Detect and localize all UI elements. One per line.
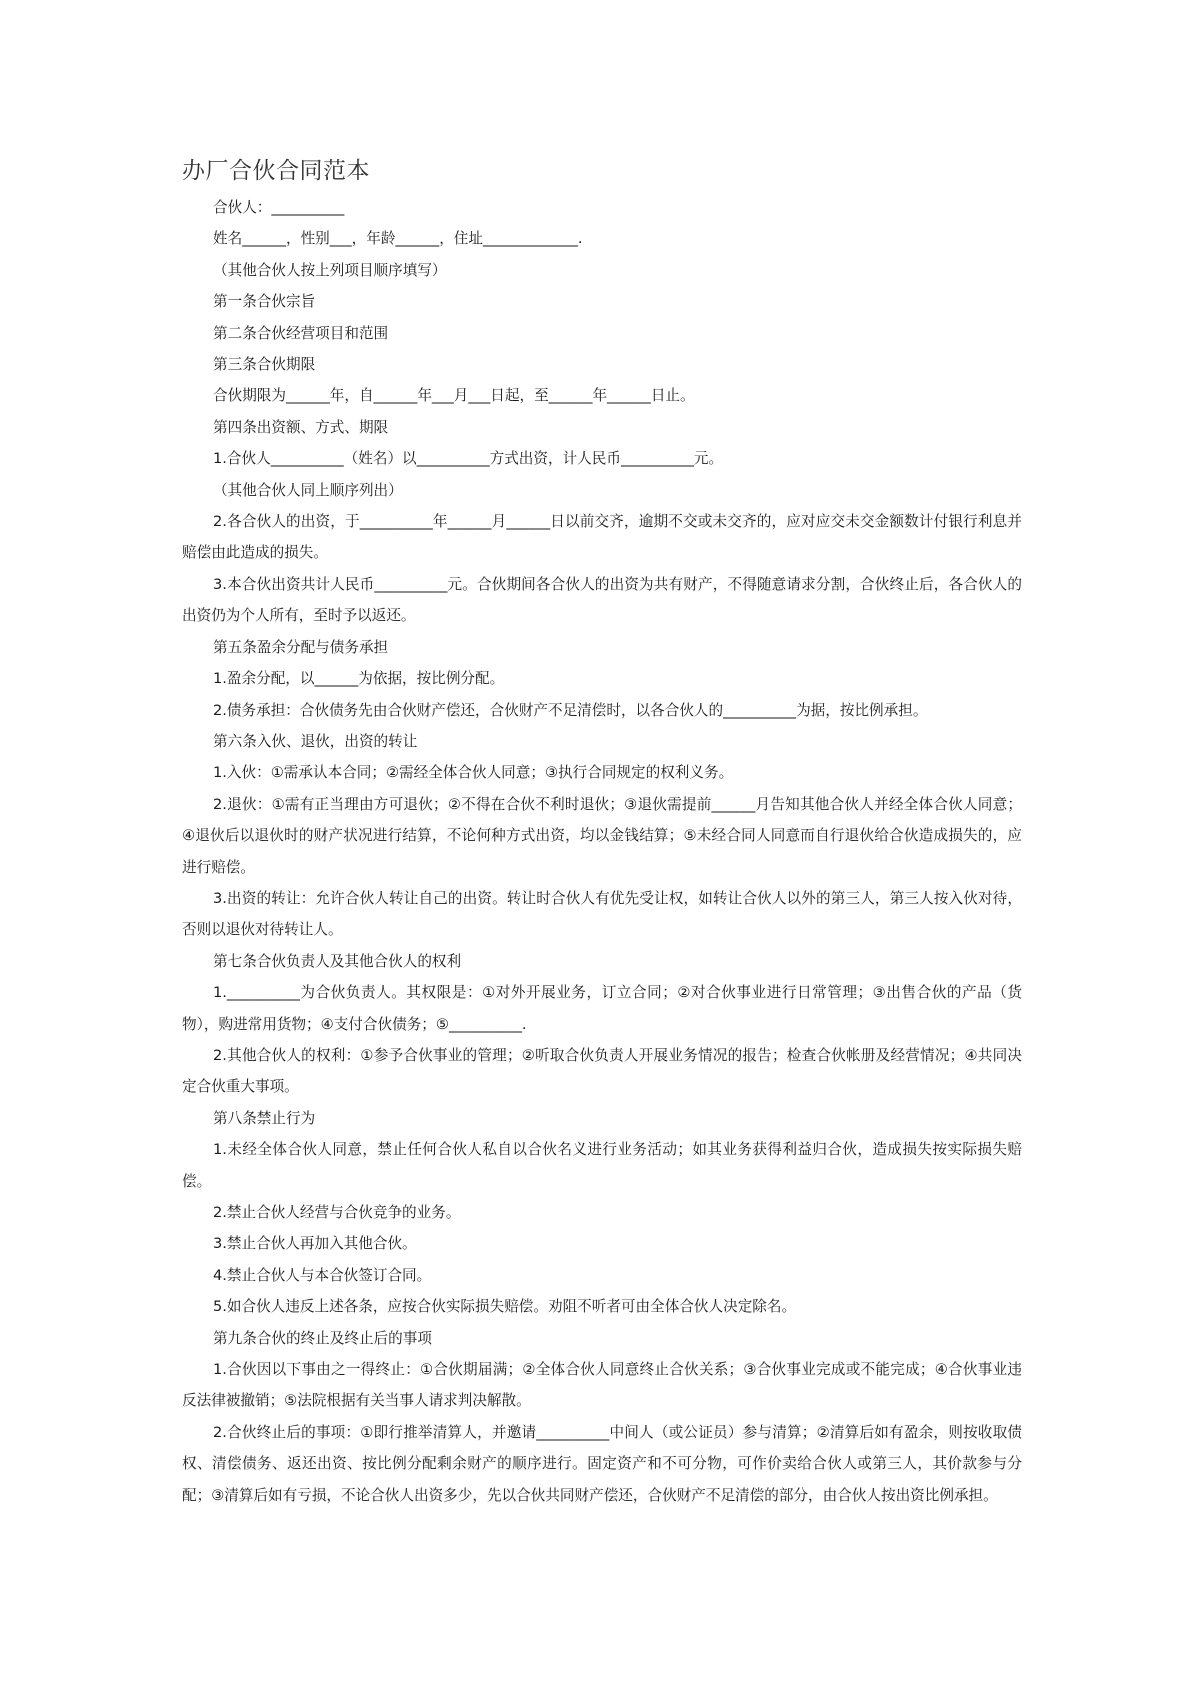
prohibition-clause-3: 3.禁止合伙人再加入其他合伙。: [213, 1235, 417, 1253]
page-title: 办厂合伙合同范本: [182, 158, 370, 184]
partner-info-line: 姓名______，性别___，年龄______，住址_____________.: [213, 230, 583, 248]
contribution-clause-3: 3.本合伙出资共计人民币__________元。合伙期间各合伙人的出资为共有财产，不得随意请求分割，合伙终止后，各合伙人的出资仍为个人所有，至时予以返还。: [182, 575, 1022, 625]
prohibition-clause-2: 2.禁止合伙人经营与合伙竞争的业务。: [213, 1204, 461, 1221]
admission-clause-1: 1.入伙：①需承认本合同；②需经全体合伙人同意；③执行合同规定的权利义务。: [213, 764, 734, 782]
manager-clause-1: 1.__________为合伙负责人。其权限是：①对外开展业务，订立合同；②对合伙事业进行日常管理；③出售合伙的产品（货物），购进常用货物；④支付合伙债务；⑤__________.: [182, 984, 1022, 1033]
article-9-heading: 第九条合伙的终止及终止后的事项: [213, 1329, 432, 1347]
contribution-clause-1: 1.合伙人__________（姓名）以__________方式出资，计人民币__________元。: [213, 450, 724, 468]
article-3-heading: 第三条合伙期限: [213, 356, 316, 374]
debt-clause-2: 2.债务承担：合伙债务先由合伙财产偿还，合伙财产不足清偿时，以各合伙人的__________为据，按比例承担。: [213, 701, 928, 719]
prohibition-clause-4: 4.禁止合伙人与本合伙签订合同。: [213, 1266, 432, 1284]
withdrawal-clause-2: 2.退伙：①需有正当理由方可退伙；②不得在合伙不利时退伙；③退伙需提前______月告知其他合伙人并经全体合伙人同意；④退伙后以退伙时的财产状况进行结算，不论何种方式出资，均以金钱结算；⑤未经合同人同意而自行退伙给合伙造成损失的，应进行赔偿。: [182, 795, 1022, 876]
termination-clause-2: 2.合伙终止后的事项：①即行推举清算人，并邀请__________中间人（或公证员）参与清算；②清算后如有盈余，则按收取债权、清偿债务、返还出资、按比例分配剩余财产的顺序进行。固定资产和不可分物，可作价卖给合伙人或第三人，其价款参与分配；③清算后如有亏损，不论合伙人出资多少，先以合伙共同财产偿还，合伙财产不足清偿的部分，由合伙人按出资比例承担。: [182, 1423, 1022, 1504]
contribution-note: （其他合伙人同上顺序列出）: [213, 481, 403, 499]
article-2-heading: 第二条合伙经营项目和范围: [213, 324, 389, 342]
transfer-clause-3: 3.出资的转让：允许合伙人转让自己的出资。转让时合伙人有优先受让权，如转让合伙人以外的第三人，第三人按入伙对待，否则以退伙对待转让人。: [182, 889, 1022, 939]
prohibition-clause-1: 1.未经全体合伙人同意，禁止任何合伙人私自以合伙名义进行业务活动；如其业务获得利益归合伙，造成损失按实际损失赔偿。: [182, 1141, 1022, 1190]
article-6-heading: 第六条入伙、退伙，出资的转让: [213, 732, 418, 750]
partner-label: 合伙人：__________: [213, 199, 345, 216]
article-4-heading: 第四条出资额、方式、期限: [213, 418, 389, 436]
profit-clause-1: 1.盈余分配，以______为依据，按比例分配。: [213, 670, 505, 688]
contract-body: [182, 152, 1022, 1511]
article-7-heading: 第七条合伙负责人及其他合伙人的权利: [213, 952, 462, 970]
partnership-term-clause: 合伙期限为______年，自______年___月___日起，至______年______日止。: [213, 387, 695, 405]
partner-fill-note: （其他合伙人按上列项目顺序填写）: [213, 261, 447, 279]
prohibition-clause-5: 5.如合伙人违反上述各条，应按合伙实际损失赔偿。劝阻不听者可由全体合伙人决定除名。: [213, 1298, 797, 1316]
article-8-heading: 第八条禁止行为: [213, 1109, 316, 1127]
contribution-clause-2: 2.各合伙人的出资，于__________年______月______日以前交齐，逾期不交或未交齐的，应对应交未交金额数计付银行利息并赔偿由此造成的损失。: [182, 513, 1022, 562]
article-5-heading: 第五条盈余分配与债务承担: [213, 638, 389, 656]
partner-rights-clause-2: 2.其他合伙人的权利：①参予合伙事业的管理；②听取合伙负责人开展业务情况的报告；检查合伙帐册及经营情况；④共同决定合伙重大事项。: [182, 1046, 1022, 1096]
article-1-heading: 第一条合伙宗旨: [213, 293, 316, 311]
termination-clause-1: 1.合伙因以下事由之一得终止：①合伙期届满；②全体合伙人同意终止合伙关系；③合伙事业完成或不能完成；④合伙事业违反法律被撤销；⑤法院根据有关当事人请求判决解散。: [182, 1361, 1022, 1410]
